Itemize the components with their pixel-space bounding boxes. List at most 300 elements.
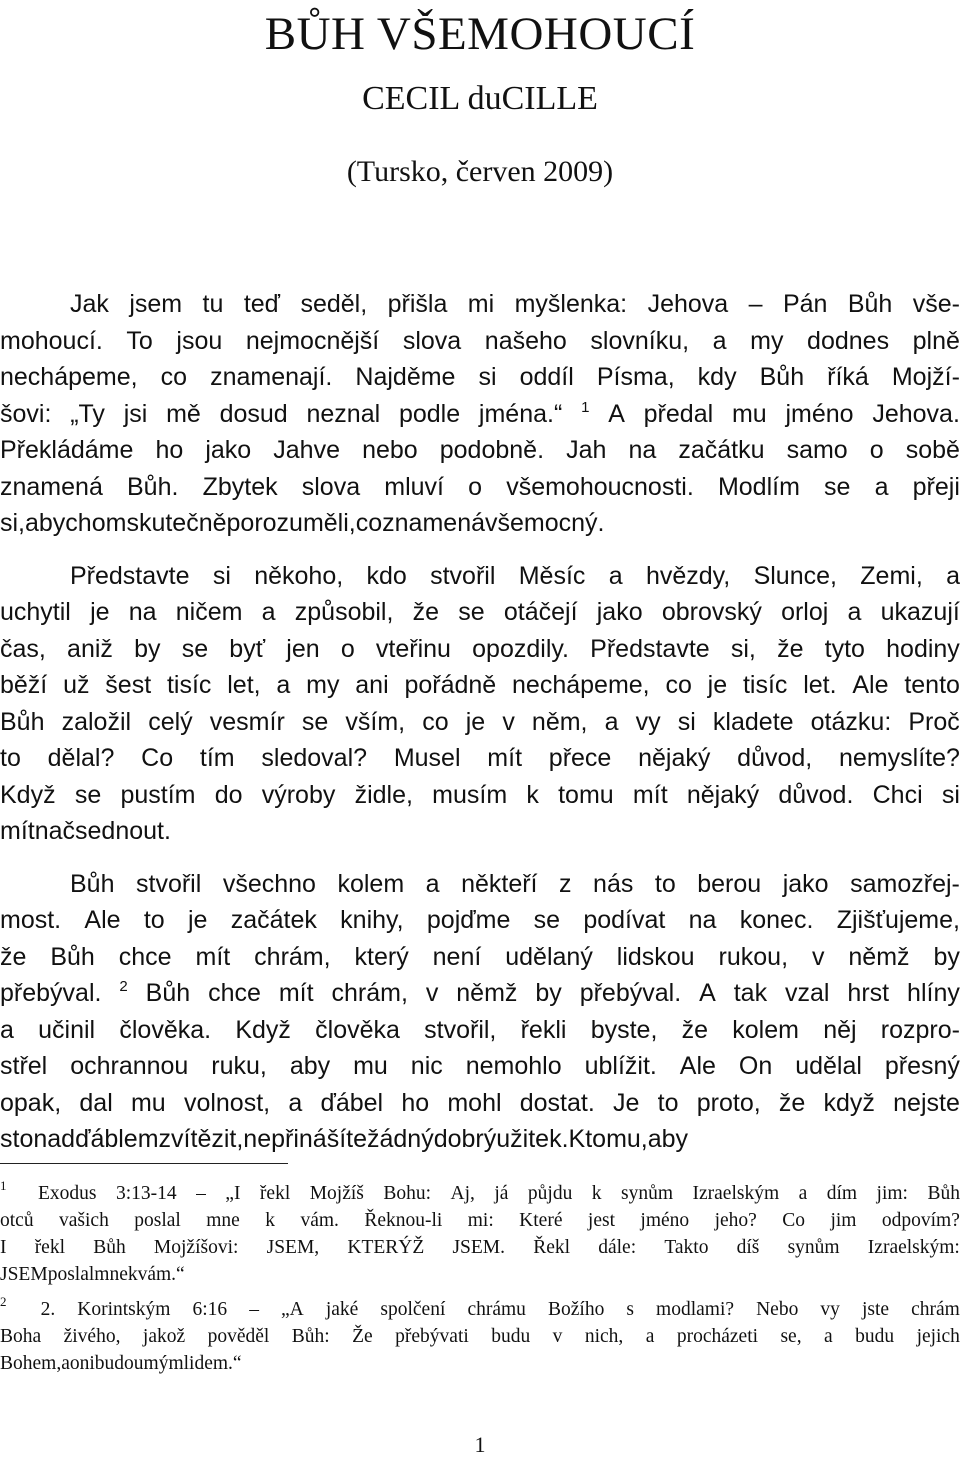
word: sledoval? <box>261 744 368 772</box>
word: mít <box>487 744 523 772</box>
footnote-marker: 2 <box>0 1294 7 1309</box>
footnote-line <box>0 1234 960 1261</box>
word: 2. <box>40 1299 56 1320</box>
word: Proč <box>908 707 960 736</box>
word: teď <box>243 290 281 318</box>
word: otázku: <box>810 707 892 736</box>
word: přebýval. <box>0 979 102 1007</box>
word: je <box>465 707 486 736</box>
word: a <box>824 1326 833 1347</box>
word: řekl <box>259 1183 291 1204</box>
word: tyto <box>824 634 865 663</box>
word: že <box>777 634 804 663</box>
text-line <box>0 1085 960 1122</box>
word: nějaký <box>686 780 760 809</box>
text-line <box>0 902 960 939</box>
word: Ale <box>679 1052 716 1080</box>
text-line <box>0 813 960 850</box>
word: obrovský <box>661 598 762 626</box>
word: dostat. <box>519 1088 595 1117</box>
word: Zjišťujeme, <box>836 906 960 934</box>
word: předal <box>643 399 714 428</box>
word: který <box>354 942 409 971</box>
word: kolem <box>337 869 405 898</box>
text-line <box>0 866 960 903</box>
word: člověka <box>315 1015 400 1044</box>
word: Božího <box>547 1299 605 1320</box>
word: jsou <box>176 326 223 355</box>
word: a <box>61 1353 70 1374</box>
word: dosud <box>219 399 288 428</box>
footnote <box>0 1180 960 1288</box>
text-line <box>0 323 960 360</box>
word: když <box>823 1088 875 1117</box>
word: Mojžíšovi: <box>153 1237 239 1258</box>
word: mu <box>130 1088 166 1117</box>
word: dodnes <box>807 326 890 355</box>
word: nad <box>33 1125 76 1153</box>
body-text <box>0 286 960 1174</box>
word: někteří <box>461 869 538 898</box>
word: 2 <box>119 978 128 995</box>
word: že <box>681 1015 709 1044</box>
word: a <box>288 1088 303 1117</box>
word: porozuměli, <box>226 509 356 537</box>
word: A <box>608 399 625 428</box>
word: je <box>90 598 110 626</box>
word: Představte <box>70 561 190 590</box>
word: Modlím <box>717 472 800 501</box>
word: na <box>628 436 657 464</box>
word: někoho, <box>254 561 344 590</box>
word: most. <box>0 906 62 934</box>
word: sto <box>0 1125 34 1153</box>
text-line <box>0 740 960 777</box>
word: ďáblem <box>75 1125 159 1153</box>
word: to <box>654 869 676 898</box>
word: jen <box>286 634 320 663</box>
word: s <box>626 1299 634 1320</box>
word: JSEM, <box>266 1237 320 1258</box>
word: podívat <box>583 906 666 934</box>
word: abychom <box>25 509 127 537</box>
word: knihy, <box>340 906 404 934</box>
word: čas, <box>0 634 46 663</box>
word: jako <box>205 436 252 464</box>
word: pověděl <box>207 1326 270 1347</box>
text-line <box>0 594 960 631</box>
footnote-marker: 1 <box>0 1178 7 1193</box>
word: a <box>946 561 960 590</box>
word: pustím <box>120 780 196 809</box>
word: jeho? <box>714 1210 757 1231</box>
word: otáčejí <box>503 598 578 626</box>
word: by <box>134 634 161 663</box>
word: Bůh <box>70 869 115 898</box>
word: Aj, <box>450 1183 475 1204</box>
word: Měsíc <box>518 561 586 590</box>
footnote-line <box>0 1261 960 1288</box>
word: dobrý <box>433 1125 497 1153</box>
word: Že <box>352 1326 373 1347</box>
word: nemyslíte? <box>839 744 960 772</box>
word: Zemi, <box>860 561 923 590</box>
word: jim: <box>876 1183 908 1204</box>
word: o <box>340 634 355 663</box>
word: si <box>478 363 497 391</box>
word: výroby <box>261 780 336 809</box>
word: rozpro- <box>880 1015 960 1044</box>
word: slovníku, <box>590 326 690 355</box>
word: proto, <box>696 1088 761 1117</box>
word: šovi: <box>0 399 52 428</box>
word: Překládáme <box>0 436 134 464</box>
word: otců <box>0 1210 34 1231</box>
word: důvod. <box>778 780 854 809</box>
word: chrámu <box>467 1299 526 1320</box>
word: a <box>604 707 619 736</box>
word: Nebo <box>756 1299 799 1320</box>
word: uchytil <box>0 598 71 626</box>
word: si <box>941 780 960 809</box>
word: musím <box>432 780 508 809</box>
word: a <box>261 598 276 626</box>
word: vám. <box>300 1210 339 1231</box>
word: a <box>425 869 440 898</box>
word: nebo <box>362 436 418 464</box>
word: člověka. <box>119 1015 212 1044</box>
word: Bůh <box>847 290 893 318</box>
word: z <box>559 869 572 898</box>
word: v <box>811 942 825 971</box>
word: „A <box>281 1299 304 1320</box>
footnote-line <box>0 1323 960 1350</box>
word: Představte <box>590 634 710 663</box>
word: nechápeme, <box>512 671 650 699</box>
author-name: CECIL duCILLE <box>362 80 598 117</box>
word: ublížit. <box>584 1052 657 1080</box>
word: slova <box>402 326 462 355</box>
text-line <box>0 667 960 704</box>
word: nějaký <box>638 744 711 772</box>
word: Chci <box>872 780 923 809</box>
word: k <box>591 1183 602 1204</box>
word: by <box>535 979 562 1007</box>
word: nejste <box>893 1088 960 1117</box>
word: chrám <box>911 1299 960 1320</box>
word: znamenají. <box>210 363 333 391</box>
text-line <box>0 1012 960 1049</box>
word: byť <box>229 634 266 663</box>
word: Takto <box>664 1237 709 1258</box>
word: a <box>874 472 889 501</box>
word: tomu, <box>585 1125 648 1153</box>
word: začátku <box>678 436 765 464</box>
word: říká <box>827 363 869 391</box>
word: Bůh <box>145 979 191 1007</box>
word: se <box>458 598 485 626</box>
paragraph <box>0 866 960 1158</box>
word: procházeti <box>676 1326 759 1347</box>
document-title: BŮH VŠEMOHOUCÍ <box>264 8 696 60</box>
word: to <box>143 906 165 934</box>
word: volnost, <box>183 1088 271 1117</box>
word: rukou, <box>718 942 789 971</box>
word: opak, <box>0 1088 62 1117</box>
word: přebývati <box>395 1326 469 1347</box>
word: všemohoucnosti. <box>506 472 694 501</box>
word: udělal <box>795 1052 862 1080</box>
word: nač <box>34 817 76 845</box>
word: přesný <box>884 1052 960 1080</box>
word: samo <box>786 436 848 464</box>
word: mít <box>195 942 231 971</box>
word: by <box>933 942 960 971</box>
word: let. <box>803 671 837 699</box>
word: Bůh. <box>127 472 179 501</box>
word: co <box>160 363 188 391</box>
word: ruku, <box>211 1052 267 1080</box>
word: mu <box>731 399 767 428</box>
word: hlíny <box>907 979 960 1007</box>
word: chce <box>118 942 172 971</box>
word: vám.“ <box>137 1264 185 1285</box>
word: KTERÝŽ <box>347 1237 425 1258</box>
word: Jah <box>566 436 607 464</box>
footnotes <box>0 1180 960 1385</box>
word: našeho <box>484 326 567 355</box>
word: nepřinášíte <box>243 1125 367 1153</box>
page-number: 1 <box>474 1432 486 1457</box>
word: Izraelským <box>692 1183 780 1204</box>
word: mne <box>94 1264 128 1285</box>
word: si, <box>0 509 25 537</box>
word: I <box>0 1237 7 1258</box>
word: Co <box>141 744 174 772</box>
word: já <box>494 1183 509 1204</box>
word: všemocný. <box>485 509 605 537</box>
word: to <box>0 744 21 772</box>
word: JSEM. <box>452 1237 506 1258</box>
word: synům <box>621 1183 674 1204</box>
word: němž <box>848 942 910 971</box>
word: K <box>568 1125 586 1153</box>
word: „I <box>225 1183 241 1204</box>
word: jaké <box>325 1299 359 1320</box>
word: dělal? <box>47 744 115 772</box>
word: vy <box>820 1299 840 1320</box>
word: už <box>63 671 90 699</box>
word: Bůh <box>50 942 95 971</box>
word: ďábel <box>320 1088 384 1117</box>
word: vzal <box>785 979 830 1007</box>
word: židle, <box>354 780 413 809</box>
word: Korintským <box>77 1299 171 1320</box>
word: Boha <box>0 1326 42 1347</box>
word: tím <box>199 744 235 772</box>
word: důvod, <box>737 744 813 772</box>
word: hvězdy, <box>645 561 731 590</box>
text-line <box>0 1121 960 1158</box>
word: opozdily. <box>472 634 569 663</box>
word: a <box>276 671 291 699</box>
word: se <box>74 780 102 809</box>
word: na <box>128 598 157 626</box>
word: že <box>778 1088 806 1117</box>
word: Izraelským: <box>867 1237 960 1258</box>
text-line <box>0 939 960 976</box>
word: jejich <box>916 1326 960 1347</box>
word: Exodus <box>37 1183 97 1204</box>
word: On <box>738 1052 773 1080</box>
word: Jak <box>70 290 109 318</box>
word: budu <box>855 1326 895 1347</box>
word: je <box>707 671 728 699</box>
word: šest <box>105 671 152 699</box>
word: a <box>645 1326 655 1347</box>
word: Které <box>519 1210 563 1231</box>
word: něm, <box>531 707 588 736</box>
word: mu <box>353 1052 388 1080</box>
word: slova <box>301 472 361 501</box>
word: jest <box>587 1210 615 1231</box>
word: ho <box>155 436 184 464</box>
word: Mojží- <box>891 363 960 391</box>
word: co <box>422 707 449 736</box>
word: spolčení <box>380 1299 446 1320</box>
word: Musel <box>393 744 461 772</box>
word: o <box>869 436 884 464</box>
word: skutečně <box>126 509 227 537</box>
text-line <box>0 432 960 469</box>
word: plně <box>912 326 960 355</box>
word: jako <box>782 869 829 898</box>
text-line <box>0 975 960 1012</box>
word: nás <box>593 869 634 898</box>
word: vše- <box>912 290 960 318</box>
text-line <box>0 505 960 542</box>
word: To <box>126 326 153 355</box>
word: přeji <box>912 472 960 501</box>
word: Písma, <box>596 363 675 391</box>
word: nemohlo <box>465 1052 562 1080</box>
word: jméno <box>640 1210 690 1231</box>
word: JSEM <box>0 1264 48 1285</box>
word: vesmír <box>209 707 285 736</box>
word: stvořil <box>136 869 202 898</box>
word: – <box>748 290 763 318</box>
word: a <box>608 561 623 590</box>
word: běží <box>0 671 48 699</box>
word: mým <box>143 1353 184 1374</box>
word: nejmocnější <box>245 326 380 355</box>
word: stvořil, <box>424 1015 497 1044</box>
word: Zbytek <box>202 472 278 501</box>
word: není <box>432 942 482 971</box>
footnote <box>0 1296 960 1377</box>
word: Bůh <box>93 1237 126 1258</box>
word: přebýval. <box>579 979 682 1007</box>
word: jsem <box>129 290 183 318</box>
word: „Ty <box>70 399 105 428</box>
word: let, <box>227 671 261 699</box>
word: hodiny <box>886 634 960 663</box>
word: řekl <box>34 1237 66 1258</box>
word: k <box>127 1264 138 1285</box>
word: podle <box>398 399 461 428</box>
text-line <box>0 631 960 668</box>
word: do <box>214 780 243 809</box>
word: vašich <box>59 1210 109 1231</box>
word: chrám, <box>254 942 331 971</box>
word: 3:13-14 <box>115 1183 177 1204</box>
word: pořádně <box>404 671 497 699</box>
word: my <box>306 671 340 699</box>
word: je <box>187 906 208 934</box>
text-line <box>0 1048 960 1085</box>
word: Co <box>782 1210 806 1231</box>
word: Bůh <box>927 1183 960 1204</box>
word: Bohem, <box>0 1353 62 1374</box>
word: budou <box>94 1353 144 1374</box>
word: poslal <box>47 1264 95 1285</box>
text-line <box>0 469 960 506</box>
word: kladete <box>712 707 794 736</box>
word: mít <box>278 979 314 1007</box>
word: co <box>355 509 383 537</box>
word: dím <box>826 1183 858 1204</box>
word: jména.“ <box>478 399 563 428</box>
word: my <box>750 326 784 355</box>
word: mi <box>467 290 495 318</box>
word: na <box>688 906 717 934</box>
word: ničem <box>175 598 243 626</box>
word: němž <box>456 979 518 1007</box>
word: mě <box>166 399 201 428</box>
word: v <box>552 1326 563 1347</box>
word: Jehova <box>647 290 729 318</box>
word: berou <box>697 869 762 898</box>
word: nich, <box>584 1326 624 1347</box>
word: založil <box>61 707 132 736</box>
word: – <box>249 1299 259 1320</box>
word: samozřej- <box>850 869 960 898</box>
word: kdo <box>366 561 407 590</box>
word: jim <box>830 1210 857 1231</box>
word: kolem <box>732 1015 799 1044</box>
word: tomu <box>558 780 614 809</box>
word: se <box>301 707 329 736</box>
word: to <box>657 1088 679 1117</box>
word: Když <box>235 1015 291 1044</box>
word: aniž <box>67 634 113 663</box>
word: jsi <box>123 399 148 428</box>
word: byste, <box>590 1015 658 1044</box>
word: aby <box>647 1125 689 1153</box>
word: sobě <box>905 436 960 464</box>
word: Bůh: <box>291 1326 330 1347</box>
word: 6:16 <box>192 1299 228 1320</box>
word: přišla <box>387 290 448 318</box>
word: tisíc <box>742 671 788 699</box>
word: ani <box>355 671 389 699</box>
word: Když <box>0 780 56 809</box>
word: jako <box>596 598 643 626</box>
word: – <box>196 1183 206 1204</box>
word: Řekl <box>533 1237 571 1258</box>
word: se, <box>780 1326 802 1347</box>
word: dále: <box>598 1237 637 1258</box>
